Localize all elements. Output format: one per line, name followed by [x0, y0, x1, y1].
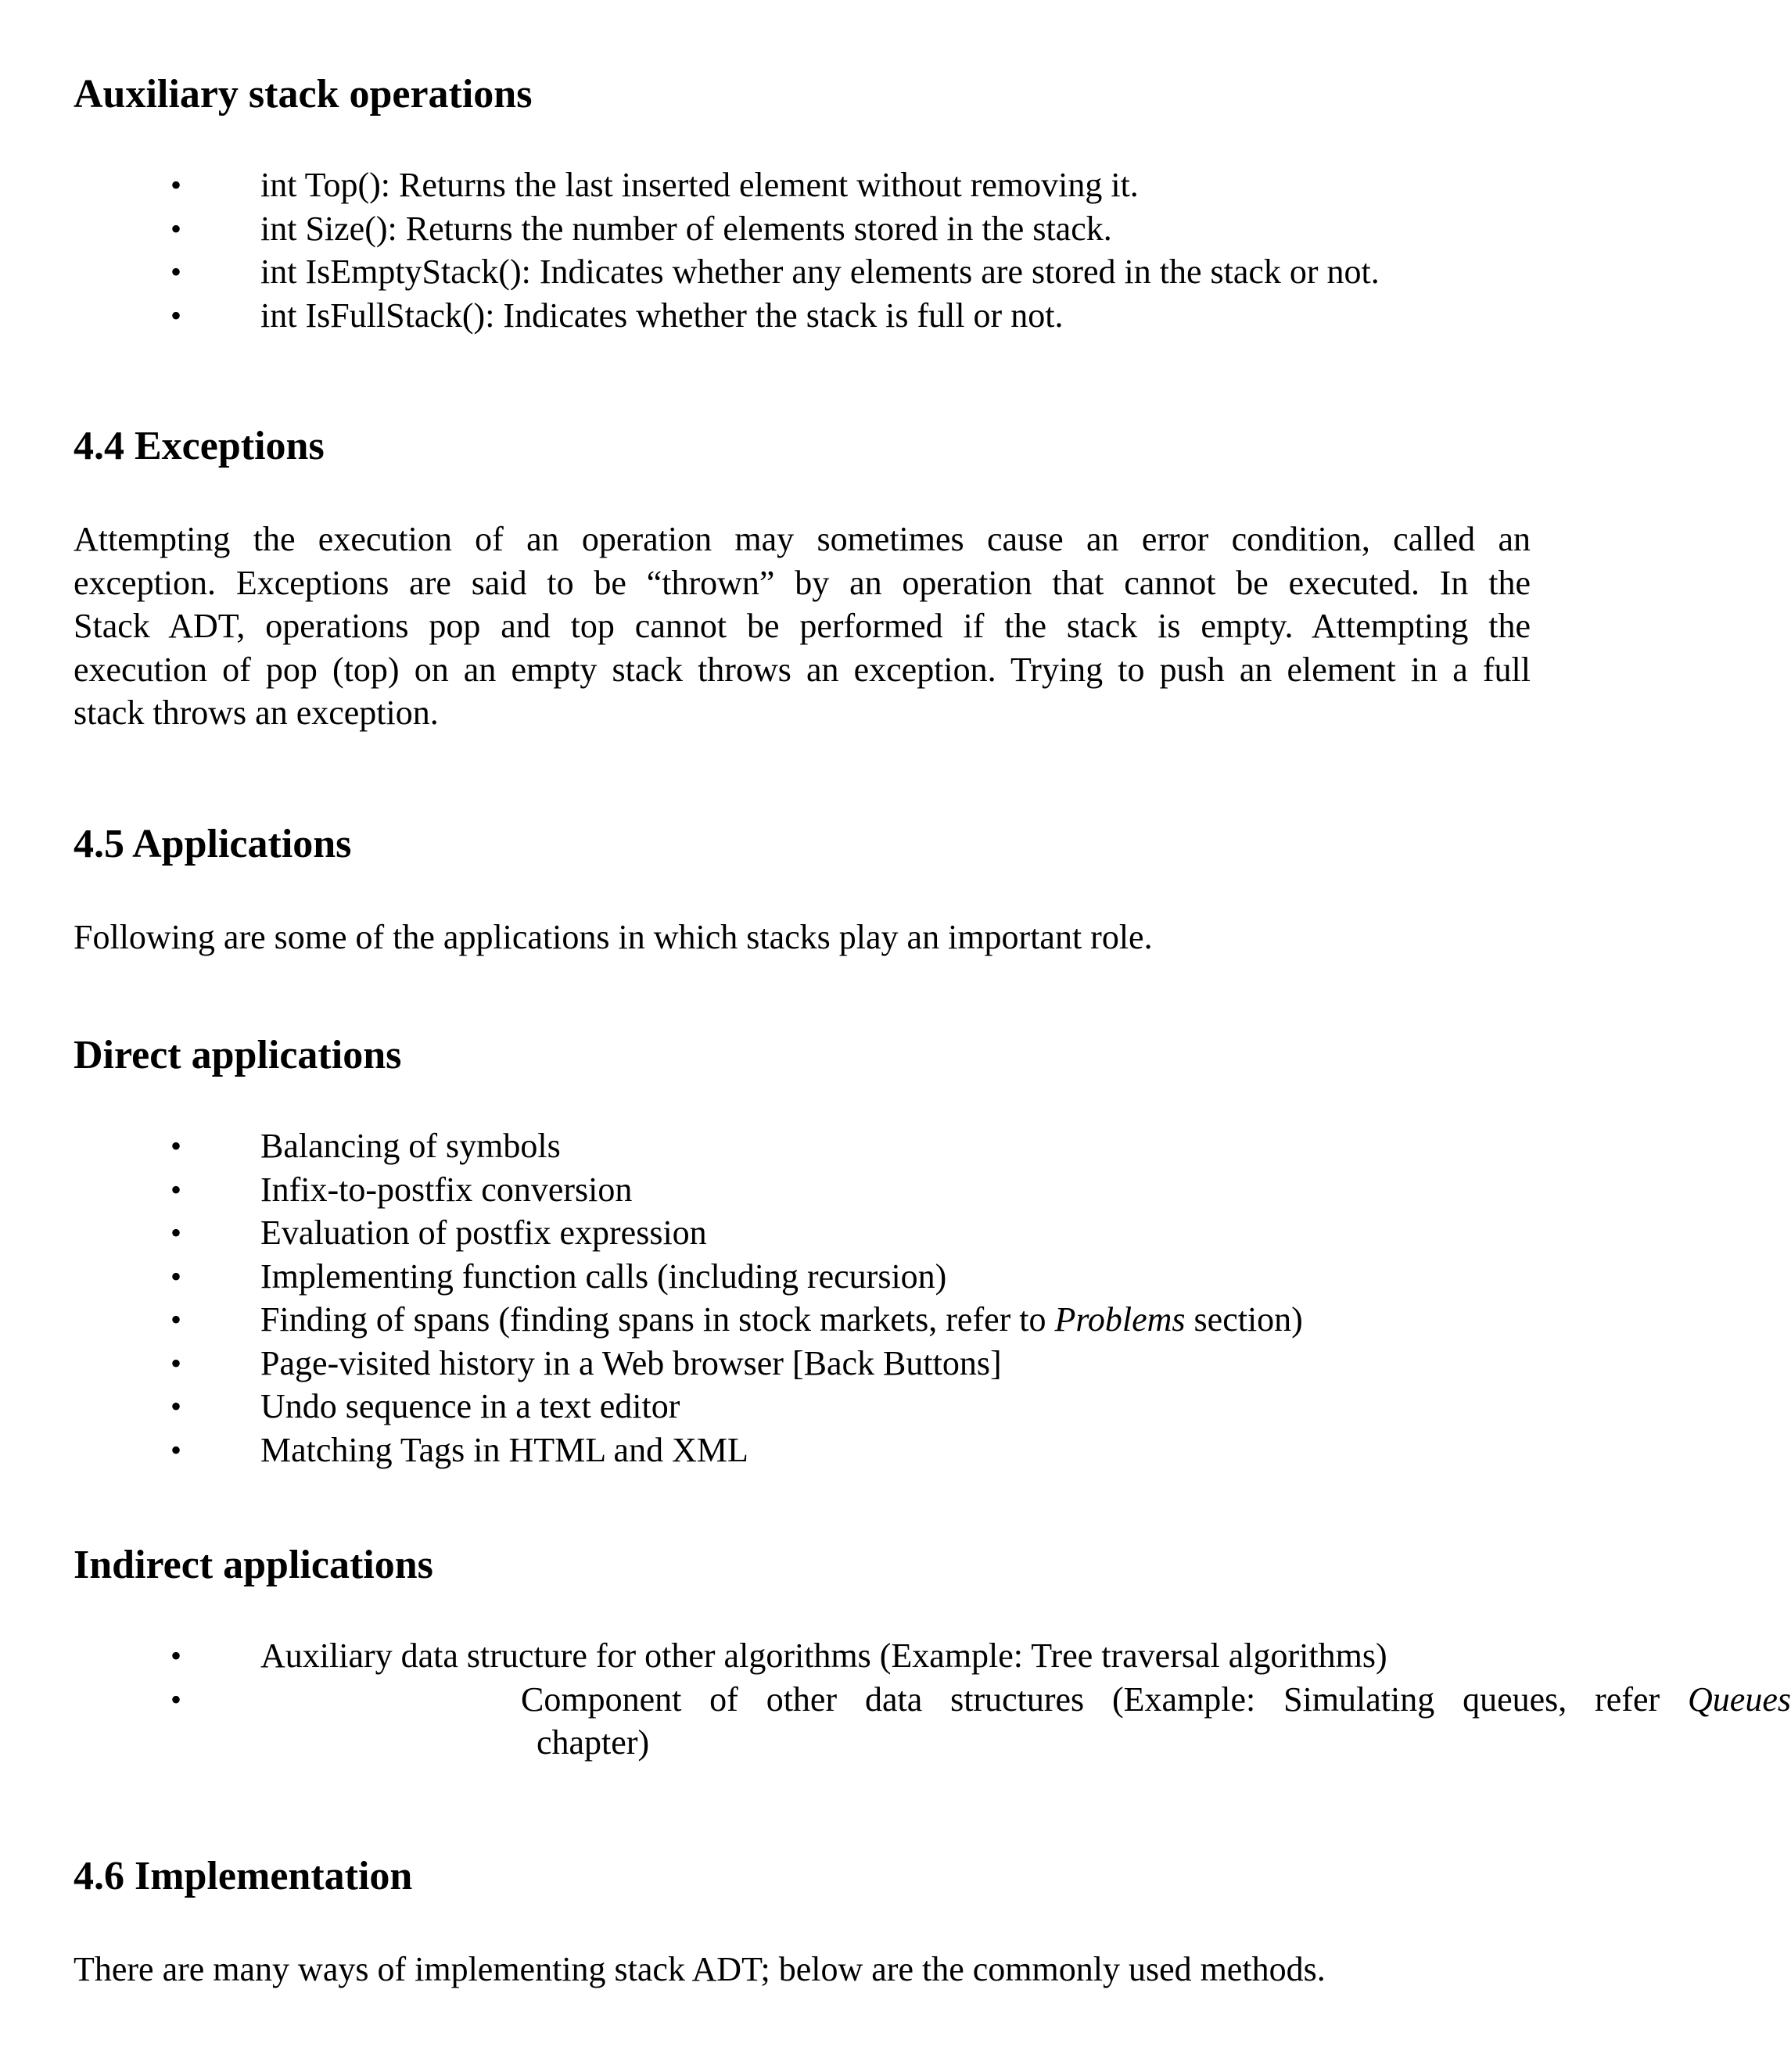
list-item-text: int Size(): Returns the number of elements stored in the stack.	[260, 209, 1112, 248]
list-item-text: int IsEmptyStack(): Indicates whether any elements are stored in the stack or not.	[260, 253, 1380, 291]
bullet: •	[170, 1345, 182, 1381]
list-item-text	[521, 1678, 1791, 1765]
bullet: •	[170, 1128, 182, 1163]
heading-indirect-applications: Indirect applications	[74, 1543, 433, 1587]
paragraph-line: execution of pop (top) on an empty stack throws an exception. Trying to push an element in a full	[74, 650, 1531, 689]
bullet: •	[170, 1302, 182, 1337]
bullet: •	[170, 1638, 182, 1673]
spans-text: Finding of spans (finding spans in stock markets, refer to	[260, 1300, 1055, 1339]
list-item-text: Infix-to-postfix conversion	[260, 1170, 633, 1209]
applications-intro: Following are some of the applications in which stacks play an important role.	[74, 918, 1153, 956]
list-item	[0, 1678, 1791, 1765]
paragraph-line: Stack ADT, operations pop and top cannot be performed if the stack is empty. Attempting the	[74, 607, 1531, 645]
indirect-applications-list	[0, 1634, 1791, 1765]
list-item	[0, 1634, 1531, 1678]
list-item-text: Matching Tags in HTML and XML	[260, 1430, 748, 1469]
queues-emphasis: Queues	[1688, 1679, 1791, 1719]
bullet: •	[170, 1215, 182, 1250]
bullet: •	[170, 1171, 182, 1207]
bullet: •	[170, 1258, 182, 1294]
heading-direct-applications: Direct applications	[74, 1033, 402, 1077]
list-item-line: chapter)	[537, 1723, 650, 1762]
implementation-intro: There are many ways of implementing stack ADT; below are the commonly used methods.	[74, 1950, 1326, 1988]
bullet: •	[170, 167, 182, 203]
list-item-text: Balancing of symbols	[260, 1127, 561, 1165]
list-item-text: Evaluation of postfix expression	[260, 1213, 707, 1252]
component-text: Component of other data structures (Example: Simulating queues, refer	[521, 1679, 1689, 1719]
heading-exceptions: 4.4 Exceptions	[74, 424, 325, 468]
bullet: •	[170, 297, 182, 333]
list-item-text	[260, 1298, 1303, 1342]
paragraph-line: Attempting the execution of an operation may sometimes cause an error condition, called an	[74, 520, 1531, 558]
bullet: •	[170, 1389, 182, 1424]
bullet: •	[170, 1432, 182, 1468]
list-item-text: Undo sequence in a text editor	[260, 1387, 680, 1425]
list-item-line	[521, 1678, 1791, 1722]
bullet: •	[170, 254, 182, 289]
heading-applications: 4.5 Applications	[74, 822, 352, 866]
list-item-text: int Top(): Returns the last inserted element without removing it.	[260, 166, 1139, 204]
list-item-text: Auxiliary data structure for other algorithms (Example: Tree traversal algorithms)	[260, 1636, 1387, 1675]
spans-tail: section)	[1185, 1300, 1303, 1339]
exceptions-paragraph	[74, 518, 1531, 735]
paragraph-line: stack throws an exception.	[74, 694, 439, 732]
list-item-text: int IsFullStack(): Indicates whether the stack is full or not.	[260, 296, 1064, 335]
problems-emphasis: Problems	[1054, 1300, 1186, 1339]
list-item-text: Page-visited history in a Web browser [Back Buttons]	[260, 1343, 1002, 1382]
list-item-text: Implementing function calls (including recursion)	[260, 1256, 947, 1296]
bullet: •	[170, 1681, 182, 1717]
heading-implementation: 4.6 Implementation	[74, 1854, 413, 1898]
bullet: •	[170, 210, 182, 246]
heading-auxiliary-stack-operations: Auxiliary stack operations	[74, 72, 533, 117]
paragraph-line: exception. Exceptions are said to be “thrown” by an operation that cannot be executed. In the	[74, 563, 1531, 602]
